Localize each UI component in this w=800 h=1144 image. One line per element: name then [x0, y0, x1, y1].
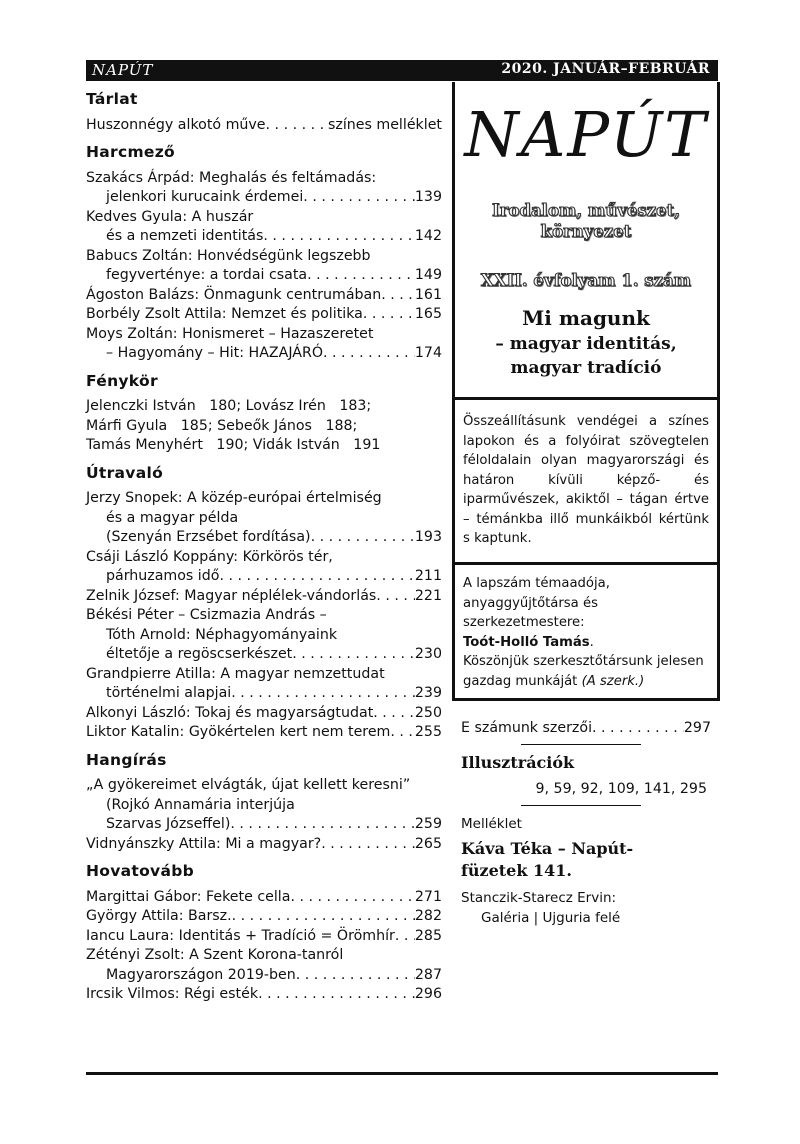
theme-line: – magyar identitás, [495, 334, 677, 354]
magazine-title: NAPÚT [464, 98, 708, 171]
short-rule [521, 744, 641, 745]
section-heading: Hangírás [86, 750, 167, 769]
toc-entry [86, 704, 442, 724]
entry-page: 193 [414, 529, 442, 545]
supplement-label: Melléklet [461, 816, 522, 832]
entry-line: (Szenyán Erzsébet fordítása) [106, 529, 311, 545]
entry-page: 287 [414, 966, 442, 983]
subtitle-line: Irodalom, művészet, [492, 201, 680, 220]
entry-line: fegyverténye: a tordai csata [106, 267, 308, 283]
entry-line: Zelnik József: Magyar néplélek-vándorlás [86, 587, 377, 604]
toc-entry [86, 247, 442, 286]
authors-entry [461, 718, 711, 738]
entry-line: (Rojkó Annamária interjúja [106, 796, 295, 813]
entry-line: Babucs Zoltán: Honvédségünk legszebb [86, 247, 371, 264]
supplement-work: Galéria | Ujguria felé [481, 910, 621, 926]
toc-entry [86, 985, 442, 1005]
toc-entry [86, 723, 442, 743]
entry-page: színes melléklet [327, 116, 442, 133]
entry-line: „A gyökereimet elvágták, újat kellett keresni” [86, 777, 411, 793]
toc-entry [86, 665, 442, 704]
entry-line: – Hagyomány – Hit: HAZAJÁRÓ [106, 345, 323, 361]
entry-line: Vidnyánszky Attila: Mi a magyar? [86, 835, 322, 852]
entry-line: Békési Péter – Csizmazia András – [86, 607, 327, 623]
entry-page: 149 [414, 267, 442, 283]
entry-line: és a nemzeti identitás [106, 228, 264, 244]
toc-entry [86, 548, 442, 587]
entry-page: 221 [414, 587, 442, 604]
issue-theme [455, 304, 717, 380]
entry-page: 271 [414, 888, 442, 905]
toc-entry [86, 606, 442, 665]
header-logo: NAPÚT [92, 61, 154, 79]
entry-line: Moys Zoltán: Honismeret – Hazaszeretet [86, 325, 374, 342]
toc-entry [86, 927, 442, 947]
credit-sign: (A szerk.) [581, 673, 645, 689]
illustrations-title: Illusztrációk [461, 753, 575, 772]
entry-line: történelmi alapjai [106, 685, 232, 701]
entry-page: 265 [414, 835, 442, 852]
toc-entry [86, 888, 442, 908]
entry-line: és a magyar példa [106, 509, 239, 526]
entry-line: jelenkori kurucaink érdemei [106, 189, 304, 205]
entry-line: Csáji László Koppány: Körkörös tér, [86, 548, 333, 565]
entry-page: 139 [414, 189, 442, 205]
entry-line: éltetője a regöscserkészet [106, 646, 293, 662]
toc-entry [86, 169, 442, 208]
entry-page: 165 [414, 306, 442, 322]
artist-line: Márfi Gyula 185; Sebeők János 188; [86, 417, 358, 434]
entry-page: 296 [414, 986, 442, 1002]
entry-page: 230 [414, 646, 442, 662]
entry-line: Magyarországon 2019-ben [106, 966, 296, 983]
entry-page: 255 [414, 724, 442, 740]
entry-line: Huszonnégy alkotó műve [86, 116, 266, 133]
entry-line: párhuzamos idő [106, 568, 220, 584]
toc-entry [86, 286, 442, 306]
entry-line: Liktor Katalin: Gyökértelen kert nem terem [86, 724, 391, 740]
entry-line: Zétényi Zsolt: A Szent Korona-tanról [86, 947, 344, 963]
entry-line: Kedves Gyula: A huszár [86, 208, 254, 225]
supplement-author: Stanczik-Starecz Ervin: [461, 890, 617, 906]
entry-line: Ágoston Balázs: Önmagunk centrumában [86, 286, 382, 303]
toc-entry [86, 946, 442, 985]
supplement-title-line: Káva Téka – Napút- [461, 839, 634, 858]
magazine-subtitle [455, 200, 717, 242]
section-heading: Útravaló [86, 463, 164, 482]
running-header [86, 60, 718, 81]
entry-line: Alkonyi László: Tokaj és magyarságtudat [86, 704, 374, 721]
short-rule [521, 805, 641, 806]
intro-paragraph: Összeállításunk vendégei a színes lapokon és a folyóirat szövegtelen féloldalain olyan magyarországi és határon kívüli képző- és iparművészek, akiktől – tágan értve – témánkba illő munkáikból kértünk s kaptunk. [463, 414, 709, 546]
sidebar-lower [461, 718, 711, 928]
section-heading: Tárlat [86, 90, 138, 108]
entry-line: Szarvas Józseffel) [106, 816, 231, 832]
credit-after: Köszönjük szerkesztőtársunk jelesen gazdag munkáját [463, 654, 704, 689]
authors-page: 297 [683, 720, 711, 736]
artist-line: Tamás Menyhért 190; Vidák István 191 [86, 437, 381, 453]
entry-page: 239 [414, 685, 442, 701]
entry-page: 250 [414, 704, 442, 721]
entry-page: 285 [414, 927, 442, 944]
credit-name: Toót-Holló Tamás [463, 634, 590, 650]
footer-rule [86, 1072, 718, 1075]
theme-line: magyar tradíció [510, 358, 662, 378]
masthead-box [452, 82, 720, 701]
entry-line: Margittai Gábor: Fekete cella [86, 888, 291, 905]
entry-page: 161 [414, 286, 442, 303]
section-heading: Fénykör [86, 371, 158, 390]
entry-line: Borbély Zsolt Attila: Nemzet és politika [86, 306, 363, 322]
toc-entry [86, 835, 442, 855]
supplement-title-line: füzetek 141. [461, 861, 572, 880]
toc-entry [86, 116, 442, 136]
entry-page: 282 [414, 908, 442, 924]
section-heading: Harcmező [86, 143, 175, 161]
subtitle-line: környezet [540, 222, 632, 241]
section-heading: Hovatovább [86, 862, 194, 880]
table-of-contents [86, 86, 442, 1009]
volume-number: XXII. évfolyam 1. szám [480, 271, 692, 290]
entry-page: 211 [414, 568, 442, 584]
entry-page: 174 [414, 345, 442, 361]
toc-entry [86, 208, 442, 247]
divider [455, 562, 717, 565]
artist-line: Jelenczki István 180; Lovász Irén 183; [86, 398, 372, 414]
credit-paragraph: A lapszám témaadója, anyaggyűjtőtársa és szerkezetmestere: Toót-Holló Tamás. Köszönjük szerkesztőtársunk jelesen gazdag munkáját (A szerk.) [463, 576, 704, 689]
credit-before: A lapszám témaadója, anyaggyűjtőtársa és szerkezetmestere: [463, 576, 610, 630]
toc-entry [86, 587, 442, 607]
issue-date: 2020. JANUÁR–FEBRUÁR [501, 61, 710, 77]
entry-line: György Attila: Barsz. [86, 908, 232, 924]
toc-entry [86, 489, 442, 548]
entry-page: 259 [414, 816, 442, 832]
entry-line: Tóth Arnold: Néphagyományaink [106, 626, 338, 643]
authors-label: E számunk szerzői [461, 720, 593, 736]
theme-line: Mi magunk [522, 306, 650, 330]
entry-line: Iancu Laura: Identitás + Tradíció = Örömhír [86, 927, 395, 944]
toc-entry [86, 776, 442, 835]
supplement-title [461, 838, 711, 882]
entry-line: Ircsik Vilmos: Régi esték [86, 986, 259, 1002]
entry-line: Szakács Árpád: Meghalás és feltámadás: [86, 169, 377, 186]
entry-line: Jerzy Snopek: A közép-európai értelmiség [86, 490, 382, 506]
entry-line: Grandpierre Atilla: A magyar nemzettudat [86, 665, 385, 682]
illustrations-pages: 9, 59, 92, 109, 141, 295 [535, 781, 707, 797]
toc-entry [86, 305, 442, 325]
divider [455, 397, 717, 400]
toc-entry [86, 325, 442, 364]
toc-entry [86, 907, 442, 927]
entry-page: 142 [414, 228, 442, 244]
